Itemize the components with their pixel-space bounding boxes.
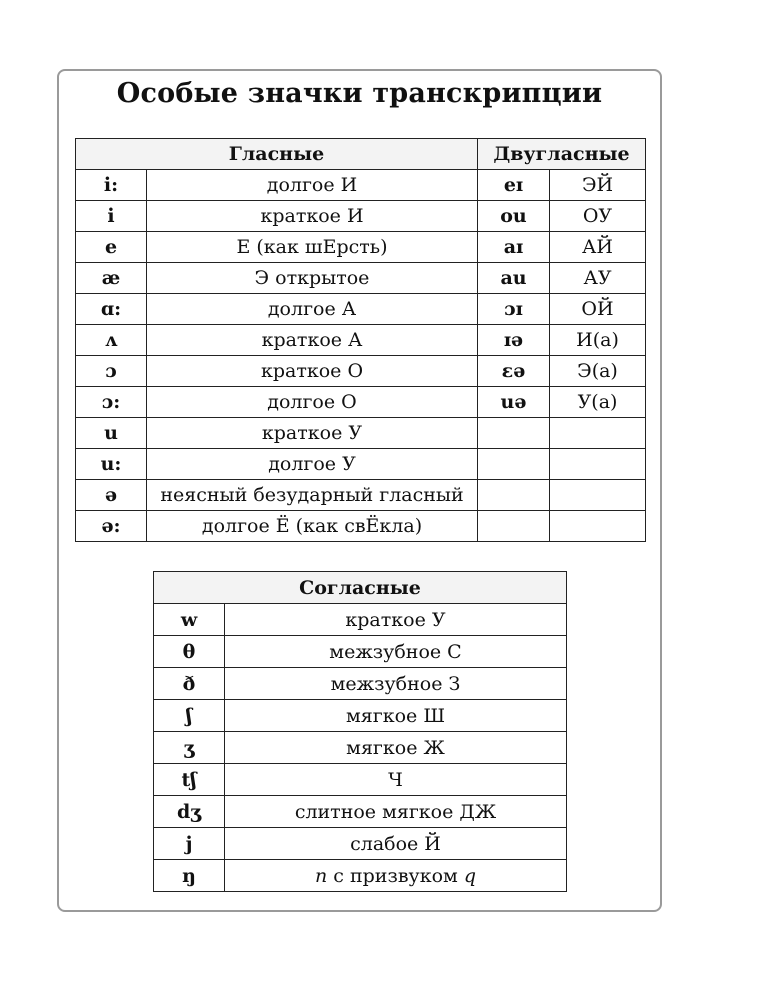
table-row [154, 668, 567, 700]
table-row [76, 294, 646, 325]
italic-letter-q: q [463, 864, 477, 887]
page-title: Особые значки транскрипции [116, 78, 603, 109]
table-row [76, 511, 646, 542]
vowel-description: долгое А [147, 294, 478, 325]
table-row [154, 764, 567, 796]
table-row [76, 449, 646, 480]
vowel-description: Э открытое [147, 263, 478, 294]
table-row [154, 860, 567, 892]
diphthong-symbol: au [478, 263, 550, 294]
vowel-symbol: i: [76, 170, 147, 201]
table-row [154, 732, 567, 764]
table-row [76, 418, 646, 449]
table-row [76, 232, 646, 263]
vowel-description: неясный безударный гласный [147, 480, 478, 511]
diphthong-description: АЙ [550, 232, 646, 263]
vowel-description: долгое У [147, 449, 478, 480]
vowel-symbol: u: [76, 449, 147, 480]
vowel-description: долгое Ё (как свЁкла) [147, 511, 478, 542]
diphthong-symbol: ou [478, 201, 550, 232]
table-row [76, 325, 646, 356]
diphthong-symbol [478, 511, 550, 542]
vowel-symbol: ə: [76, 511, 147, 542]
diphthong-symbol: ɔɪ [478, 294, 550, 325]
table-row [154, 828, 567, 860]
consonant-description: межзубное С [225, 636, 567, 668]
diphthong-symbol: ɪə [478, 325, 550, 356]
consonant-description: краткое У [225, 604, 567, 636]
consonant-symbol: tʃ [154, 764, 225, 796]
diphthong-symbol: ɛə [478, 356, 550, 387]
consonant-description: Ч [225, 764, 567, 796]
consonant-description: слабое Й [225, 828, 567, 860]
consonant-description: мягкое Ш [225, 700, 567, 732]
vowel-description: краткое И [147, 201, 478, 232]
table-row [154, 636, 567, 668]
diphthong-symbol [478, 418, 550, 449]
diphthongs-header: Двугласные [478, 139, 646, 170]
vowel-symbol: ɔ: [76, 387, 147, 418]
vowel-symbol: ɔ [76, 356, 147, 387]
vowel-description: краткое О [147, 356, 478, 387]
diphthong-description: ОЙ [550, 294, 646, 325]
consonant-description: межзубное З [225, 668, 567, 700]
table-row [154, 796, 567, 828]
diphthong-description: Э(а) [550, 356, 646, 387]
vowels-diphthongs-table [75, 138, 646, 542]
diphthong-symbol: uə [478, 387, 550, 418]
vowel-symbol: ə [76, 480, 147, 511]
diphthong-description [550, 480, 646, 511]
diphthong-description: ОУ [550, 201, 646, 232]
consonant-symbol: ð [154, 668, 225, 700]
diphthong-description: У(а) [550, 387, 646, 418]
vowel-symbol: e [76, 232, 147, 263]
vowel-description: Е (как шЕрсть) [147, 232, 478, 263]
consonant-description: мягкое Ж [225, 732, 567, 764]
table-row [76, 480, 646, 511]
vowel-description: краткое У [147, 418, 478, 449]
diphthong-symbol [478, 480, 550, 511]
diphthong-symbol [478, 449, 550, 480]
diphthong-symbol: eɪ [478, 170, 550, 201]
table-row [154, 604, 567, 636]
table-row [76, 263, 646, 294]
consonant-symbol: w [154, 604, 225, 636]
diphthong-description [550, 418, 646, 449]
consonants-header: Согласные [154, 572, 567, 604]
diphthong-description: АУ [550, 263, 646, 294]
table-row [76, 356, 646, 387]
diphthong-description [550, 449, 646, 480]
consonant-symbol: ʒ [154, 732, 225, 764]
diphthong-description: ЭЙ [550, 170, 646, 201]
table-row [76, 387, 646, 418]
consonant-description: слитное мягкое ДЖ [225, 796, 567, 828]
diphthong-symbol: aɪ [478, 232, 550, 263]
vowels-header: Гласные [76, 139, 478, 170]
table-row [154, 700, 567, 732]
vowel-symbol: u [76, 418, 147, 449]
consonant-symbol: θ [154, 636, 225, 668]
vowel-symbol: i [76, 201, 147, 232]
table-row [76, 170, 646, 201]
table-row [76, 201, 646, 232]
vowel-description: долгое И [147, 170, 478, 201]
vowel-symbol: æ [76, 263, 147, 294]
vowel-symbol: ʌ [76, 325, 147, 356]
vowel-description: долгое О [147, 387, 478, 418]
consonants-table [153, 571, 567, 892]
italic-letter-n: n [315, 864, 328, 887]
consonant-symbol: ʃ [154, 700, 225, 732]
vowel-description: краткое А [147, 325, 478, 356]
description-mid: с призвуком [327, 864, 464, 887]
diphthong-description [550, 511, 646, 542]
diphthong-description: И(а) [550, 325, 646, 356]
vowels-body [76, 170, 646, 542]
consonant-symbol: ŋ [154, 860, 225, 892]
consonants-body [154, 604, 567, 892]
consonant-symbol: j [154, 828, 225, 860]
consonant-symbol: dʒ [154, 796, 225, 828]
consonant-description [225, 860, 567, 892]
vowel-symbol: ɑ: [76, 294, 147, 325]
